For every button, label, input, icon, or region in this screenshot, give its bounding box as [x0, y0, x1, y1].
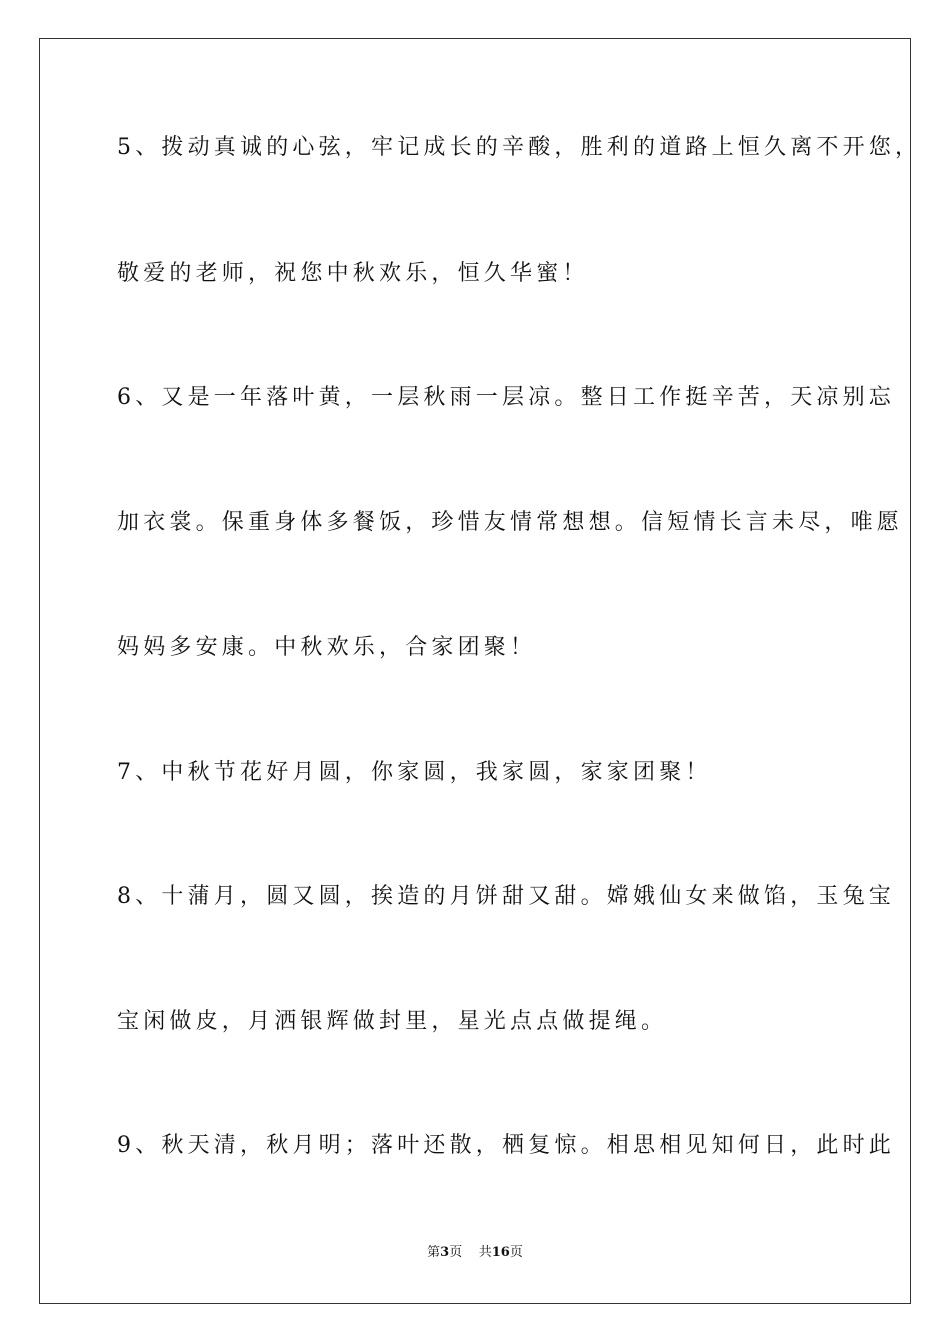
footer-page-number: 3 — [440, 1245, 450, 1260]
footer-total-suffix: 页 — [509, 1245, 523, 1260]
text-line-9: 9、秋天清，秋月明；落叶还散，栖复惊。相思相见知何日，此时此 — [117, 1133, 895, 1158]
footer-total-pages: 16 — [491, 1245, 510, 1260]
text-line-7: 8、十蒲月，圆又圆，挨造的月饼甜又甜。嫦娥仙女来做馅，玉兔宝 — [117, 884, 895, 909]
text-line-2: 敬爱的老师，祝您中秋欢乐，恒久华蜜！ — [117, 261, 589, 286]
page-border — [39, 38, 911, 1304]
text-line-1: 5、拨动真诚的心弦，牢记成长的辛酸，胜利的道路上恒久离不开您， — [117, 135, 922, 160]
text-line-8: 宝闲做皮，月洒银辉做封里，星光点点做提绳。 — [117, 1009, 668, 1034]
text-line-4: 加衣裳。保重身体多餐饭，珍惜友情常想想。信短情长言未尽，唯愿 — [117, 510, 904, 535]
text-line-5: 妈妈多安康。中秋欢乐，合家团聚！ — [117, 635, 537, 660]
footer-total-prefix: 共 — [478, 1245, 492, 1260]
footer-page-suffix: 页 — [449, 1245, 463, 1260]
page-footer — [0, 1244, 950, 1262]
text-line-6: 7、中秋节花好月圆，你家圆，我家圆，家家团聚！ — [117, 760, 712, 785]
footer-page-prefix: 第 — [427, 1245, 441, 1260]
text-line-3: 6、又是一年落叶黄，一层秋雨一层凉。整日工作挺辛苦，天凉别忘 — [117, 385, 895, 410]
